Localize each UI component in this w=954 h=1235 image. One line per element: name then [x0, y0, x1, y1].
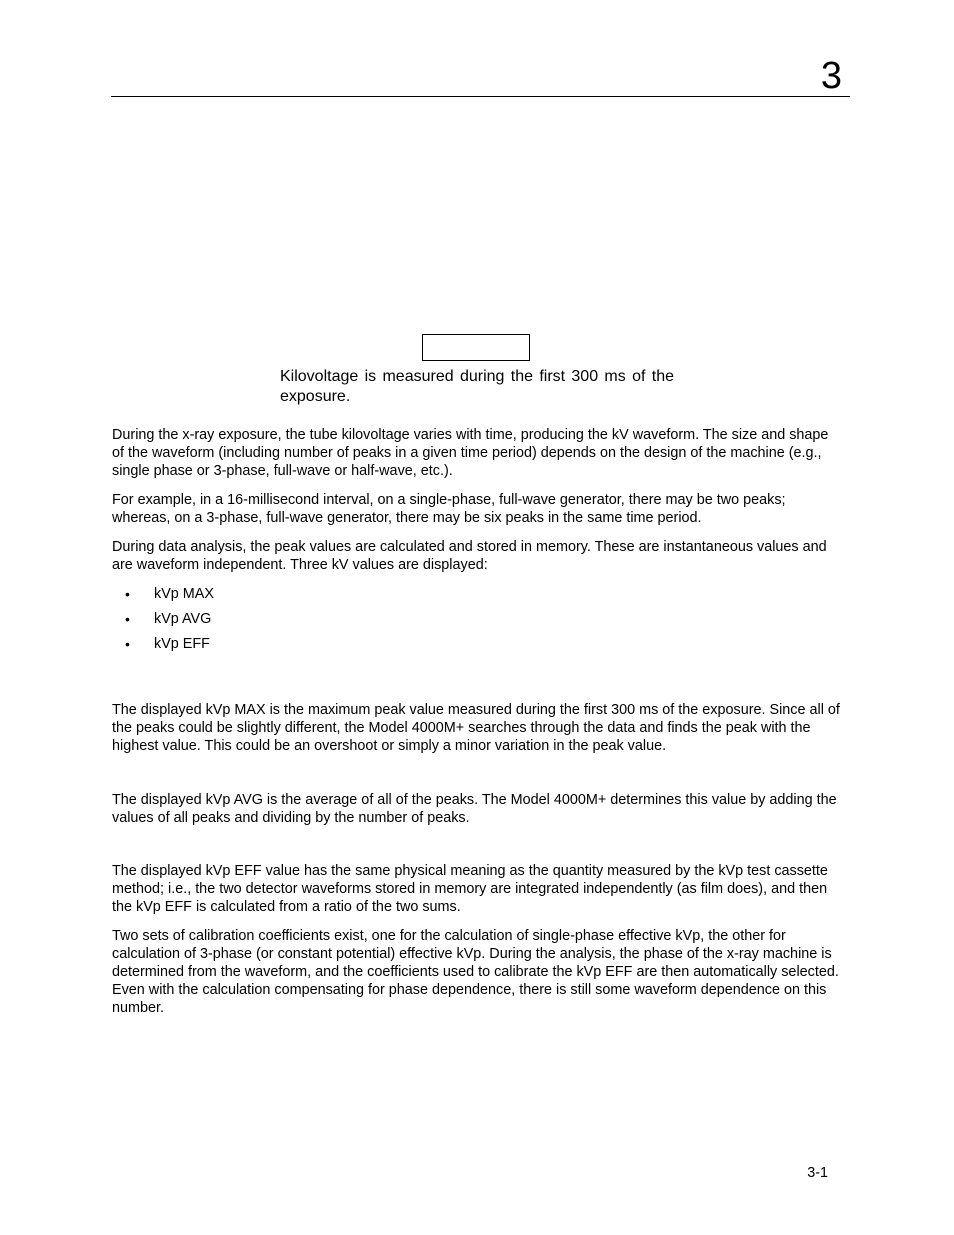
paragraph-waveform: During the x-ray exposure, the tube kilovoltage varies with time, producing the kV waveform. The size and shape of the waveform (including number of peaks in a given time period) depends on the design of the machine (e.g., single phase or 3-phase, full-wave or half-wave, etc.). — [112, 427, 829, 479]
bullet-icon: • — [125, 611, 130, 627]
page-number: 3-1 — [807, 1165, 828, 1181]
chapter-number: 3 — [820, 55, 842, 97]
paragraph-calibration: Two sets of calibration coefficients exist, one for the calculation of single-phase effective kVp, the other for calculation of 3-phase (or constant potential) effective kVp. During the analysis, the phase of the x-ray machine is determined from the waveform, and the coefficients used to calibrate the kVp EFF are then automatically selected. Even with the calculation compensating for phase dependence, there is still some waveform dependence on this number. — [112, 928, 839, 1016]
header-rule — [111, 96, 850, 97]
list-item-label: kVp MAX — [154, 586, 214, 602]
list-item-label: kVp EFF — [154, 636, 210, 652]
bullet-icon: • — [125, 636, 130, 652]
bullet-icon: • — [125, 586, 130, 602]
paragraph-kvp-avg: The displayed kVp AVG is the average of all of the peaks. The Model 4000M+ determines this value by adding the values of all peaks and dividing by the number of peaks. — [112, 792, 837, 826]
note-text: Kilovoltage is measured during the first 300 ms of the exposure. — [280, 368, 674, 405]
note-box — [422, 334, 530, 361]
paragraph-kvp-max: The displayed kVp MAX is the maximum peak value measured during the first 300 ms of the exposure. Since all of the peaks could be slightly different, the Model 4000M+ searches through the data and finds the peak with the highest value. This could be an overshoot or simply a minor variation in the peak value. — [112, 702, 840, 754]
paragraph-kvp-eff: The displayed kVp EFF value has the same physical meaning as the quantity measured by the kVp test cassette method; i.e., the two detector waveforms stored in memory are integrated independently (as film does), and then the kVp EFF is calculated from a ratio of the two sums. — [112, 863, 828, 915]
list-item-label: kVp AVG — [154, 611, 212, 627]
paragraph-data-analysis: During data analysis, the peak values are calculated and stored in memory. These are instantaneous values and are waveform independent. Three kV values are displayed: — [112, 539, 827, 573]
paragraph-example: For example, in a 16-millisecond interval, on a single-phase, full-wave generator, there may be two peaks; whereas, on a 3-phase, full-wave generator, there may be six peaks in the same time period. — [112, 492, 786, 526]
